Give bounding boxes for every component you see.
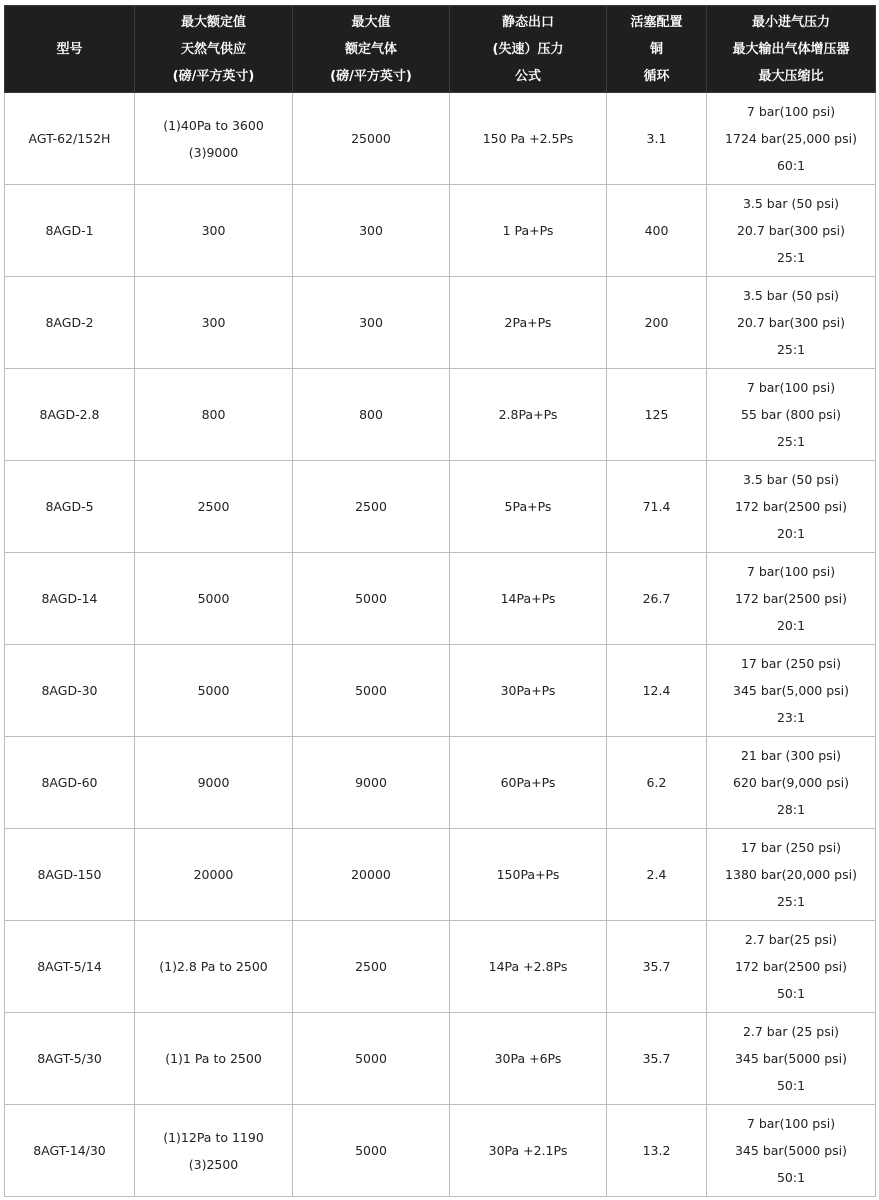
cell-gas: 5000 <box>293 645 450 737</box>
cell-inlet <box>707 829 876 921</box>
cell-inlet <box>707 93 876 185</box>
header-piston <box>607 6 707 93</box>
table-row <box>5 645 876 737</box>
cell-line: 25:1 <box>776 894 806 909</box>
header-line: 铜 <box>649 41 663 57</box>
cell-line: 17 bar (250 psi) <box>740 840 842 855</box>
cell-formula: 5Pa+Ps <box>450 461 607 553</box>
cell-model: 8AGD-14 <box>5 553 135 645</box>
cell-model: 8AGD-60 <box>5 737 135 829</box>
table-row <box>5 461 876 553</box>
cell-line: 50:1 <box>776 1170 806 1185</box>
header-line: (失速）压力 <box>492 41 564 57</box>
cell-piston: 13.2 <box>607 1105 707 1197</box>
cell-line: 7 bar(100 psi) <box>746 104 836 119</box>
cell-inlet <box>707 1105 876 1197</box>
cell-piston: 125 <box>607 369 707 461</box>
cell-line: 620 bar(9,000 psi) <box>733 775 849 790</box>
cell-line: (1)12Pa to 1190 <box>163 1129 264 1145</box>
cell-line: 50:1 <box>776 1078 806 1093</box>
table-header-row <box>5 6 876 93</box>
header-line: 最大输出气体增压器 <box>732 41 850 57</box>
header-line: 最大值 <box>351 14 391 30</box>
cell-line: 2500 <box>197 499 230 514</box>
cell-formula: 14Pa +2.8Ps <box>450 921 607 1013</box>
cell-supply <box>135 277 293 369</box>
cell-supply <box>135 369 293 461</box>
cell-supply <box>135 1013 293 1105</box>
cell-supply <box>135 461 293 553</box>
cell-formula: 30Pa +6Ps <box>450 1013 607 1105</box>
table-row <box>5 369 876 461</box>
header-line: (磅/平方英寸) <box>330 68 412 84</box>
header-max-rated-supply <box>135 6 293 93</box>
cell-piston: 35.7 <box>607 1013 707 1105</box>
cell-piston: 71.4 <box>607 461 707 553</box>
header-line: 型号 <box>56 41 83 57</box>
header-line: 天然气供应 <box>180 41 246 57</box>
cell-line: 25:1 <box>776 250 806 265</box>
header-line: (磅/平方英寸) <box>172 68 255 84</box>
cell-gas: 300 <box>293 277 450 369</box>
cell-model: 8AGD-30 <box>5 645 135 737</box>
cell-formula: 150Pa+Ps <box>450 829 607 921</box>
cell-line: (1)40Pa to 3600 <box>163 117 264 133</box>
cell-supply <box>135 553 293 645</box>
cell-line: 55 bar (800 psi) <box>740 407 842 422</box>
cell-inlet <box>707 1013 876 1105</box>
header-line: 活塞配置 <box>630 14 683 30</box>
cell-inlet <box>707 185 876 277</box>
cell-formula: 60Pa+Ps <box>450 737 607 829</box>
cell-line: 28:1 <box>776 802 806 817</box>
cell-line: (3)9000 <box>188 144 239 160</box>
cell-line: 17 bar (250 psi) <box>740 656 842 671</box>
cell-line: 20000 <box>193 867 234 882</box>
table-row <box>5 93 876 185</box>
cell-gas: 2500 <box>293 921 450 1013</box>
cell-formula: 2Pa+Ps <box>450 277 607 369</box>
table-row <box>5 921 876 1013</box>
cell-line: 5000 <box>197 683 230 698</box>
cell-piston: 12.4 <box>607 645 707 737</box>
cell-piston: 26.7 <box>607 553 707 645</box>
cell-model: 8AGD-1 <box>5 185 135 277</box>
spec-table-container <box>4 5 875 1197</box>
cell-line: 1380 bar(20,000 psi) <box>725 867 857 882</box>
header-line: 最小进气压力 <box>751 14 830 30</box>
header-line: 公式 <box>514 68 541 84</box>
cell-supply <box>135 829 293 921</box>
cell-supply <box>135 185 293 277</box>
table-row <box>5 829 876 921</box>
cell-line: (3)2500 <box>188 1156 239 1172</box>
cell-line: 25:1 <box>776 342 806 357</box>
booster-spec-table <box>4 5 876 1197</box>
table-row <box>5 1105 876 1197</box>
cell-line: 3.5 bar (50 psi) <box>742 472 840 487</box>
cell-model: 8AGT-5/14 <box>5 921 135 1013</box>
header-model <box>5 6 135 93</box>
header-line: 最大额定值 <box>180 14 246 30</box>
header-line: 最大压缩比 <box>758 68 824 84</box>
header-static-outlet <box>450 6 607 93</box>
cell-formula: 1 Pa+Ps <box>450 185 607 277</box>
cell-formula: 14Pa+Ps <box>450 553 607 645</box>
cell-supply <box>135 645 293 737</box>
cell-line: 2.7 bar(25 psi) <box>744 932 838 947</box>
cell-model: 8AGT-14/30 <box>5 1105 135 1197</box>
table-row <box>5 277 876 369</box>
cell-line: (1)1 Pa to 2500 <box>165 1051 262 1066</box>
header-line: 额定气体 <box>344 41 397 57</box>
table-row <box>5 737 876 829</box>
cell-model: 8AGT-5/30 <box>5 1013 135 1105</box>
cell-line: 345 bar(5000 psi) <box>734 1143 848 1158</box>
header-max-rated-gas <box>293 6 450 93</box>
cell-gas: 800 <box>293 369 450 461</box>
cell-piston: 6.2 <box>607 737 707 829</box>
cell-gas: 300 <box>293 185 450 277</box>
cell-model: 8AGD-150 <box>5 829 135 921</box>
cell-line: 9000 <box>197 775 230 790</box>
cell-line: 20:1 <box>776 618 806 633</box>
cell-supply <box>135 737 293 829</box>
cell-line: 172 bar(2500 psi) <box>734 499 848 514</box>
cell-piston: 400 <box>607 185 707 277</box>
cell-model: 8AGD-2.8 <box>5 369 135 461</box>
cell-formula: 30Pa+Ps <box>450 645 607 737</box>
table-row <box>5 1013 876 1105</box>
cell-line: 345 bar(5000 psi) <box>734 1051 848 1066</box>
cell-gas: 20000 <box>293 829 450 921</box>
cell-model: AGT-62/152H <box>5 93 135 185</box>
cell-gas: 5000 <box>293 1105 450 1197</box>
cell-supply <box>135 93 293 185</box>
cell-supply <box>135 1105 293 1197</box>
table-row <box>5 553 876 645</box>
cell-line: 2.7 bar (25 psi) <box>742 1024 840 1039</box>
cell-line: 23:1 <box>776 710 806 725</box>
cell-model: 8AGD-2 <box>5 277 135 369</box>
cell-gas: 25000 <box>293 93 450 185</box>
cell-piston: 200 <box>607 277 707 369</box>
cell-line: 300 <box>201 315 226 330</box>
cell-line: 172 bar(2500 psi) <box>734 591 848 606</box>
cell-line: 3.5 bar (50 psi) <box>742 288 840 303</box>
cell-line: 172 bar(2500 psi) <box>734 959 848 974</box>
cell-formula: 150 Pa +2.5Ps <box>450 93 607 185</box>
cell-piston: 35.7 <box>607 921 707 1013</box>
cell-line: 20.7 bar(300 psi) <box>736 315 846 330</box>
cell-inlet <box>707 369 876 461</box>
cell-gas: 5000 <box>293 553 450 645</box>
cell-line: 25:1 <box>776 434 806 449</box>
cell-line: 20.7 bar(300 psi) <box>736 223 846 238</box>
cell-line: 345 bar(5,000 psi) <box>733 683 849 698</box>
cell-formula: 30Pa +2.1Ps <box>450 1105 607 1197</box>
cell-line: 20:1 <box>776 526 806 541</box>
cell-supply <box>135 921 293 1013</box>
cell-line: 7 bar(100 psi) <box>746 380 836 395</box>
cell-line: 800 <box>201 407 226 422</box>
table-row <box>5 185 876 277</box>
cell-line: 21 bar (300 psi) <box>740 748 842 763</box>
cell-line: 3.5 bar (50 psi) <box>742 196 840 211</box>
header-min-inlet <box>707 6 876 93</box>
cell-line: 60:1 <box>776 158 806 173</box>
cell-gas: 2500 <box>293 461 450 553</box>
cell-piston: 2.4 <box>607 829 707 921</box>
cell-model: 8AGD-5 <box>5 461 135 553</box>
cell-line: 300 <box>201 223 226 238</box>
cell-inlet <box>707 645 876 737</box>
cell-gas: 9000 <box>293 737 450 829</box>
cell-line: 7 bar(100 psi) <box>746 564 836 579</box>
cell-line: 7 bar(100 psi) <box>746 1116 836 1131</box>
cell-line: (1)2.8 Pa to 2500 <box>159 959 268 974</box>
header-line: 循环 <box>643 68 670 84</box>
cell-line: 5000 <box>197 591 230 606</box>
cell-inlet <box>707 553 876 645</box>
cell-formula: 2.8Pa+Ps <box>450 369 607 461</box>
cell-inlet <box>707 461 876 553</box>
cell-line: 1724 bar(25,000 psi) <box>725 131 857 146</box>
cell-piston: 3.1 <box>607 93 707 185</box>
cell-gas: 5000 <box>293 1013 450 1105</box>
cell-inlet <box>707 921 876 1013</box>
cell-line: 50:1 <box>776 986 806 1001</box>
cell-inlet <box>707 277 876 369</box>
cell-inlet <box>707 737 876 829</box>
header-line: 静态出口 <box>501 14 554 30</box>
